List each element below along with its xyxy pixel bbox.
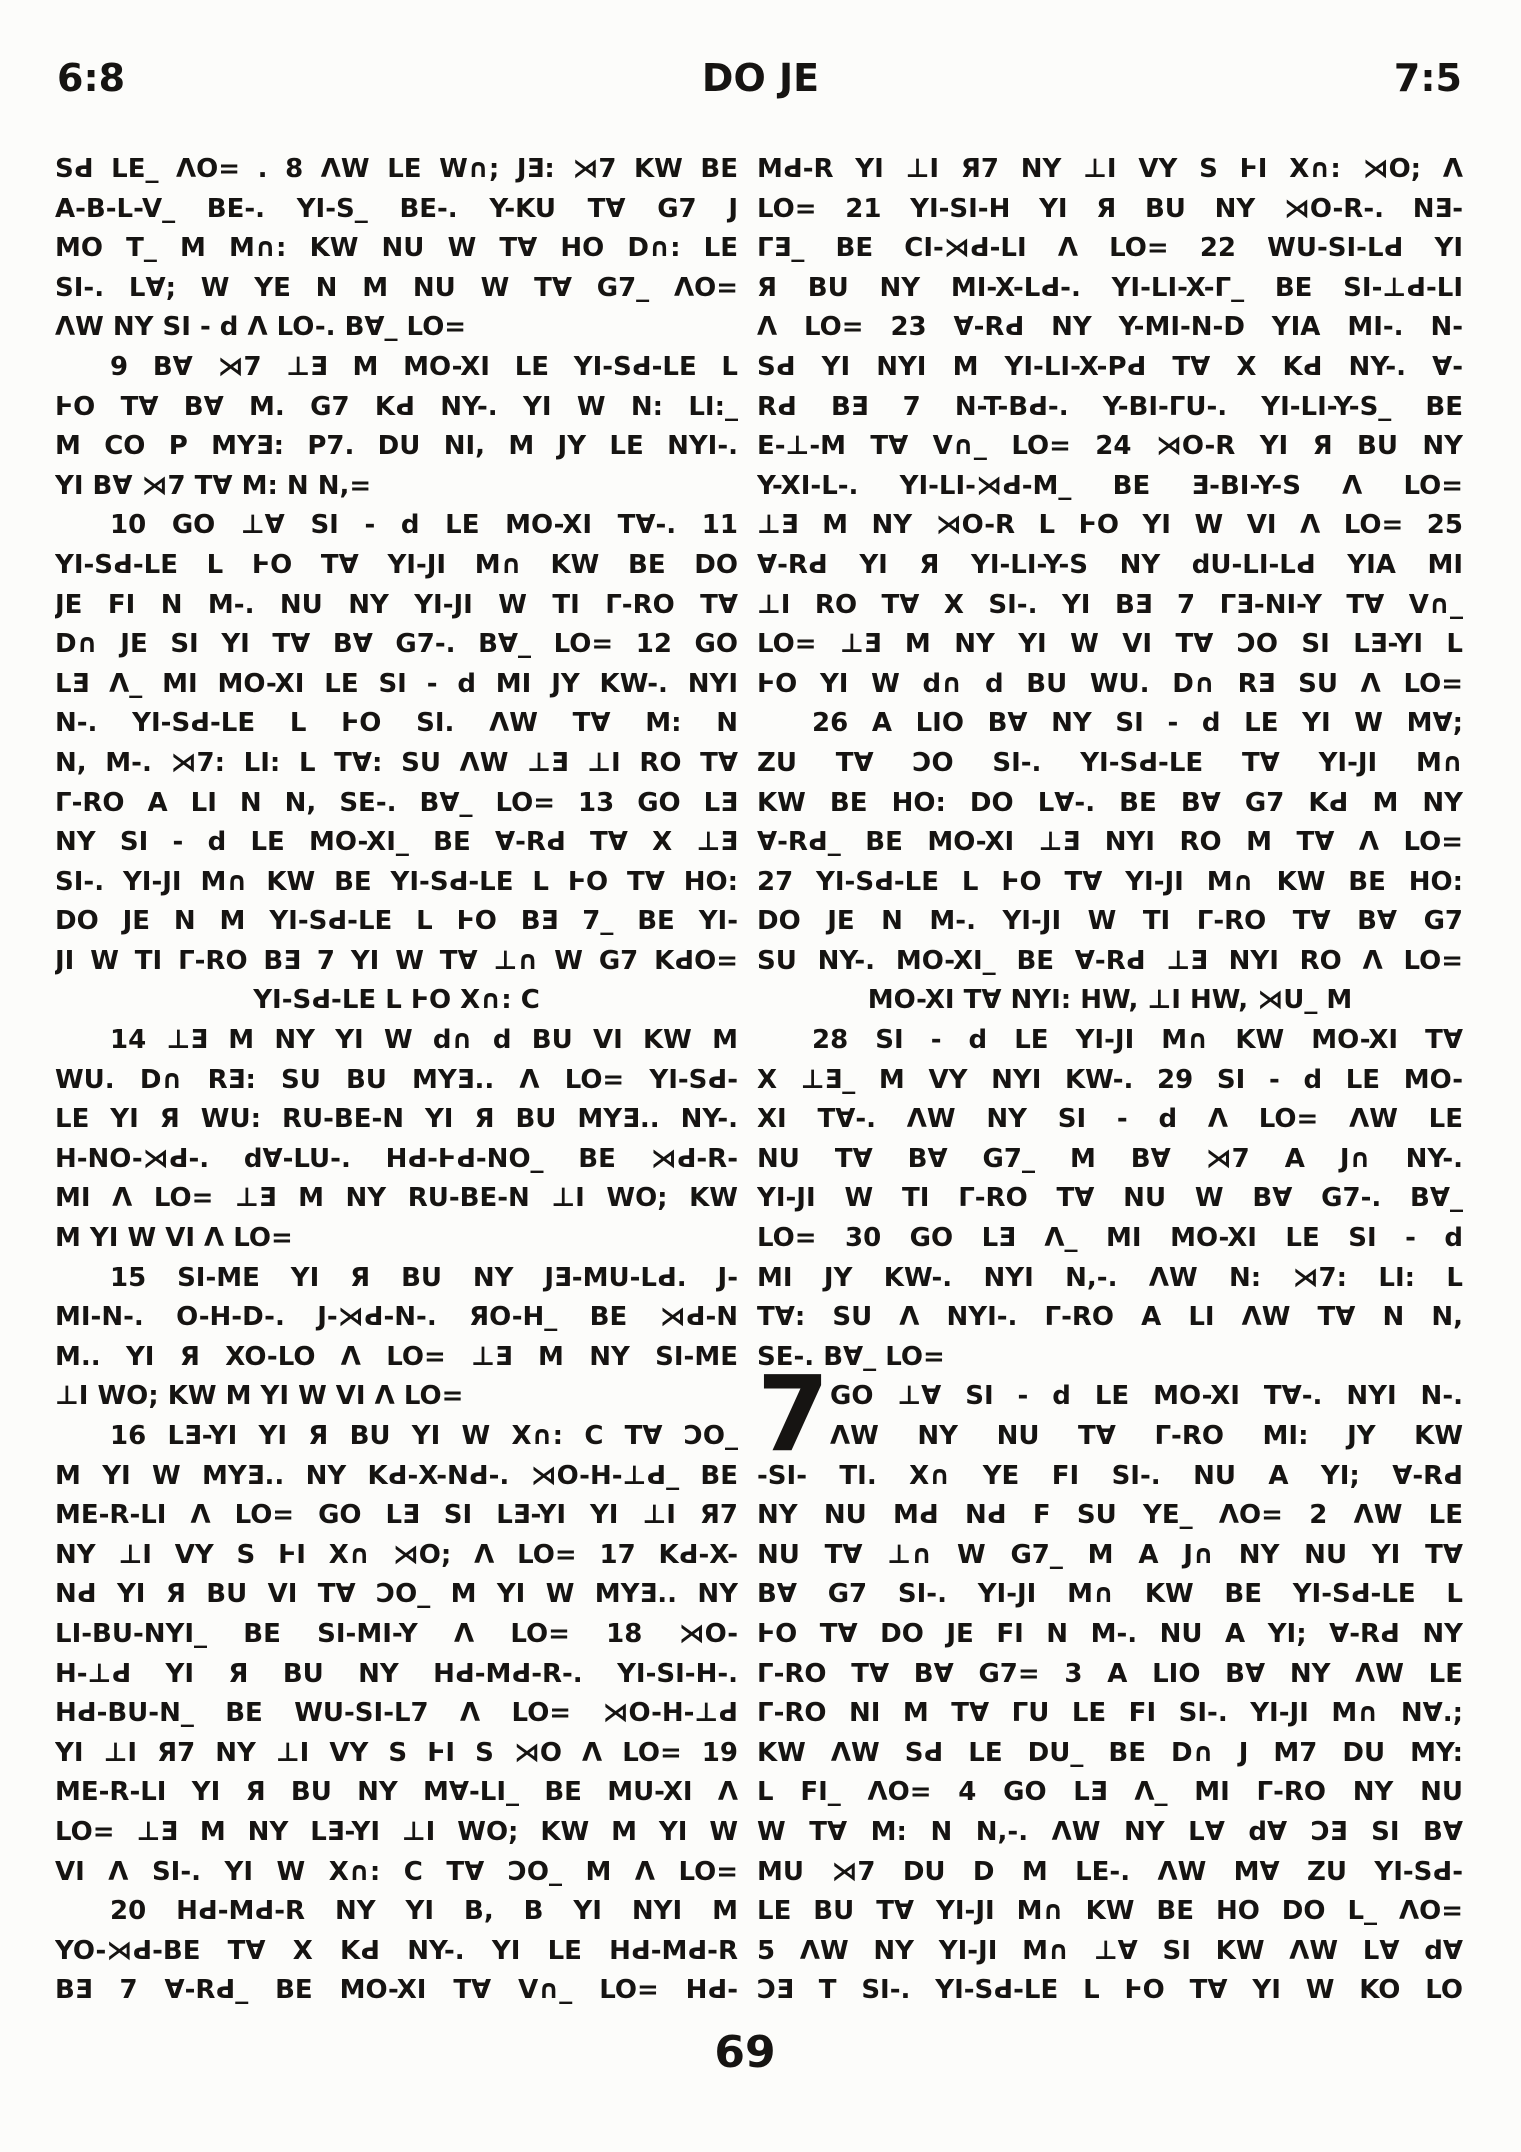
text-line: H-NO-⋊Ԁ-. d∀-LU-. HԀ-ⱵԀ-NO_ BE ⋊Ԁ-R- [55,1143,738,1174]
text-line: LI-BU-NYI_ BE SI-MI-Y Λ LO= 18 ⋊O- [55,1618,738,1649]
text-line: LO= ⊥Ǝ M NY LƎ-YI ⊥I WO; KW M YI W [55,1816,738,1847]
text-line: D∩ JE SI YI T∀ B∀ G7-. B∀_ LO= 12 GO [55,629,738,660]
text-line: XI T∀-. ΛW NY SI - d Λ LO= ΛW LE [757,1104,1463,1135]
text-line: SU NY-. MO-XI_ BE ∀-RԀ ⊥Ǝ NYI RO Λ LO= [757,945,1463,976]
text-line: MU ⋊7 DU D M LE-. ΛW M∀ ZU YI-SԀ- [757,1856,1463,1887]
text-line: HԀ-BU-N_ BE WU-SI-L7 Λ LO= ⋊O-H-⊥Ԁ [55,1698,738,1729]
text-line: Λ LO= 23 ∀-RԀ NY Y-MI-N-D YIA MI-. N- [757,312,1463,343]
text-line: Я BU NY MI-X-LԀ-. YI-LI-X-Γ_ BE SI-⊥Ԁ-LI [757,272,1463,303]
text-line: 20 HԀ-MԀ-R NY YI B, B YI NYI M [110,1896,738,1927]
left-column [55,150,738,2011]
text-line: H-⊥Ԁ YI Я BU NY HԀ-MԀ-R-. YI-SI-H-. [55,1658,738,1689]
text-line: NY SI - d LE MO-XI_ BE ∀-RԀ T∀ X ⊥Ǝ [55,827,738,858]
text-line: ⱵO T∀ B∀ M. G7 KԀ NY-. YI W N: LI:_ [55,391,738,422]
text-line: KW ΛW SԀ LE DU_ BE D∩ J M7 DU MY: [757,1737,1463,1768]
text-line: JI W TI Γ-RO BƎ 7 YI W T∀ ⊥∩ W G7 KԀO= [55,945,738,976]
text-line: W T∀ M: N N,-. ΛW NY L∀ d∀ ƆƎ SI B∀ [757,1816,1463,1847]
text-line: LE YI Я WU: RU-BE-N YI Я BU MYƎ.. NY-. [55,1104,738,1135]
text-line: SI-. L∀; W YE N M NU W T∀ G7_ ΛO= [55,272,738,303]
text-line: NY ⊥I VY S ⱵI X∩ ⋊O; Λ LO= 17 KԀ-X- [55,1539,738,1570]
text-line: ΛW NY SI - d Λ LO-. B∀_ LO= [55,312,467,343]
text-line: Y-XI-L-. YI-LI-⋊Ԁ-M_ BE Ǝ-BI-Y-S Λ LO= [757,470,1463,501]
text-line: ⊥I WO; KW M YI W VI Λ LO= [55,1381,464,1412]
text-line: SԀ YI NYI M YI-LI-X-PԀ T∀ X KԀ NY-. ∀- [757,351,1463,382]
text-line: DO JE N M-. YI-JI W TI Γ-RO T∀ B∀ G7 [757,906,1463,937]
text-line: WU. D∩ RƎ: SU BU MYƎ.. Λ LO= YI-SԀ- [55,1064,738,1095]
text-line: B∀ G7 SI-. YI-JI M∩ KW BE YI-SԀ-LE L [757,1579,1463,1610]
text-line: X ⊥Ǝ_ M VY NYI KW-. 29 SI - d LE MO- [757,1064,1463,1095]
text-line: MԀ-R YI ⊥I Я7 NY ⊥I VY S ⱵI X∩: ⋊O; Λ [757,154,1463,184]
text-line: ⱵO T∀ DO JE FI N M-. NU A YI; ∀-RԀ NY [757,1618,1463,1649]
text-line: YI ⊥I Я7 NY ⊥I VY S ⱵI S ⋊O Λ LO= 19 [55,1737,738,1768]
text-line: MI-N-. O-H-D-. J-⋊Ԁ-N-. ЯO-H_ BE ⋊Ԁ-N [55,1302,738,1333]
text-line: 15 SI-ME YI Я BU NY JƎ-MU-LԀ. J- [110,1262,738,1293]
text-line: LƎ Λ_ MI MO-XI LE SI - d MI JY KW-. NYI [55,668,738,699]
text-line: 5 ΛW NY YI-JI M∩ ⊥∀ SI KW ΛW L∀ d∀ [757,1935,1463,1966]
text-line: NU T∀ ⊥∩ W G7_ M A J∩ NY NU YI T∀ [757,1539,1463,1570]
text-line: 26 A LIO B∀ NY SI - d LE YI W M∀; [812,708,1463,739]
text-line: ⊥I RO T∀ X SI-. YI BƎ 7 ΓƎ-NI-Y T∀ V∩_ [757,589,1463,620]
text-line: M YI W VI Λ LO= [55,1223,293,1254]
section-heading: YI-SԀ-LE L ⱵO X∩: C [253,985,540,1016]
verse-ref-right: 7:5 [1393,56,1462,100]
text-line: Γ-RO NI M T∀ ΓU LE FI SI-. YI-JI M∩ N∀.; [757,1698,1463,1729]
text-line: Γ-RO T∀ B∀ G7= 3 A LIO B∀ NY ΛW LE [757,1658,1463,1689]
text-line: -SI- TI. X∩ YE FI SI-. NU A YI; ∀-RԀ [757,1460,1463,1491]
page-number: 69 [714,2027,776,2078]
text-line: LO= 21 YI-SI-H YI Я BU NY ⋊O-R-. NƎ- [757,193,1463,224]
text-line: LO= ⊥Ǝ M NY YI W VI T∀ ƆO SI LƎ-YI L [757,629,1463,660]
text-line: YI B∀ ⋊7 T∀ M: N N,= [55,470,372,501]
text-line: VI Λ SI-. YI W X∩: C T∀ ƆO_ M Λ LO= [55,1856,738,1887]
text-line: A-B-L-V_ BE-. YI-S_ BE-. Y-KU T∀ G7 J [55,193,738,224]
text-line: 10 GO ⊥∀ SI - d LE MO-XI T∀-. 11 [110,510,738,541]
text-line: ΛW NY NU T∀ Γ-RO MI: JY KW [830,1421,1463,1451]
book-title: DO JE [701,56,820,100]
text-line: KW BE HO: DO L∀-. BE B∀ G7 KԀ M NY [757,787,1463,818]
text-line: SI-. YI-JI M∩ KW BE YI-SԀ-LE L ⱵO T∀ HO: [55,866,738,897]
text-line: M YI W MYƎ.. NY KԀ-X-NԀ-. ⋊O-H-⊥Ԁ_ BE [55,1460,738,1491]
text-line: M.. YI Я XO-LO Λ LO= ⊥Ǝ M NY SI-ME [55,1341,738,1372]
chapter-number-dropcap: 7 [757,1353,830,1475]
verse-ref-left: 6:8 [57,56,126,100]
text-line: LO= 30 GO LƎ Λ_ MI MO-XI LE SI - d [757,1223,1463,1254]
text-line: YO-⋊Ԁ-BE T∀ X KԀ NY-. YI LE HԀ-MԀ-R [55,1935,738,1966]
text-line: MO T_ M M∩: KW NU W T∀ HO D∩: LE [55,233,738,264]
text-line: 9 B∀ ⋊7 ⊥Ǝ M MO-XI LE YI-SԀ-LE L [110,351,738,382]
text-line: NԀ YI Я BU VI T∀ ƆO_ M YI W MYƎ.. NY [55,1579,738,1610]
text-line: NU T∀ B∀ G7_ M B∀ ⋊7 A J∩ NY-. [757,1143,1463,1174]
text-line: Γ-RO A LI N N, SE-. B∀_ LO= 13 GO LƎ [55,787,738,818]
text-line: L FI_ ΛO= 4 GO LƎ Λ_ MI Γ-RO NY NU [757,1777,1463,1808]
text-line: ∀-RԀ YI Я YI-LI-Y-S NY dU-LI-LԀ YIA MI [757,549,1463,580]
text-line: ƆƎ T SI-. YI-SԀ-LE L ⱵO T∀ YI W KO LO [757,1975,1463,2006]
text-line: GO ⊥∀ SI - d LE MO-XI T∀-. NYI N-. [830,1381,1463,1412]
text-line: SԀ LE_ ΛO= . 8 ΛW LE W∩; JƎ: ⋊7 KW BE [55,154,738,184]
text-line: LE BU T∀ YI-JI M∩ KW BE HO DO L_ ΛO= [757,1896,1463,1927]
text-line: ZU T∀ ƆO SI-. YI-SԀ-LE T∀ YI-JI M∩ [757,747,1463,778]
text-line: SE-. B∀_ LO= [757,1341,945,1372]
text-line: DO JE N M YI-SԀ-LE L ⱵO BƎ 7_ BE YI- [55,906,738,937]
text-line: ME-R-LI YI Я BU NY M∀-LI_ BE MU-XI Λ [55,1777,738,1808]
text-line: 16 LƎ-YI YI Я BU YI W X∩: C T∀ ƆO_ [110,1421,738,1451]
text-line: 27 YI-SԀ-LE L ⱵO T∀ YI-JI M∩ KW BE HO: [757,866,1463,897]
section-heading: MO-XI T∀ NYI: HW, ⊥I HW, ⋊U_ M [867,985,1353,1016]
text-line: E-⊥-M T∀ V∩_ LO= 24 ⋊O-R YI Я BU NY [757,431,1463,462]
text-line: MI Λ LO= ⊥Ǝ M NY RU-BE-N ⊥I WO; KW [55,1183,738,1214]
right-column [757,150,1463,2011]
text-line: M CO P MYƎ: P7. DU NI, M JY LE NYI-. [55,431,738,462]
text-line: ΓƎ_ BE CI-⋊Ԁ-LI Λ LO= 22 WU-SI-LԀ YI [757,233,1463,264]
text-line: RԀ BƎ 7 N-T-BԀ-. Y-BI-ΓU-. YI-LI-Y-S_ BE [757,391,1463,422]
text-line: ∀-RԀ_ BE MO-XI ⊥Ǝ NYI RO M T∀ Λ LO= [757,827,1463,858]
text-line: YI-JI W TI Γ-RO T∀ NU W B∀ G7-. B∀_ [757,1183,1463,1214]
text-line: MI JY KW-. NYI N,-. ΛW N: ⋊7: LI: L [757,1262,1463,1293]
text-line: N-. YI-SԀ-LE L ⱵO SI. ΛW T∀ M: N [55,708,738,739]
text-line: YI-SԀ-LE L ⱵO T∀ YI-JI M∩ KW BE DO [55,549,738,580]
text-line: 28 SI - d LE YI-JI M∩ KW MO-XI T∀ [812,1025,1463,1056]
text-line: 14 ⊥Ǝ M NY YI W d∩ d BU VI KW M [110,1025,738,1056]
text-line: N, M-. ⋊7: LI: L T∀: SU ΛW ⊥Ǝ ⊥I RO T∀ [55,747,738,778]
text-line: ⊥Ǝ M NY ⋊O-R L ⱵO YI W VI Λ LO= 25 [757,510,1463,541]
text-line: ME-R-LI Λ LO= GO LƎ SI LƎ-YI YI ⊥I Я7 [55,1500,738,1531]
text-line: BƎ 7 ∀-RԀ_ BE MO-XI T∀ V∩_ LO= HԀ- [55,1975,738,2006]
text-line: JE FI N M-. NU NY YI-JI W TI Γ-RO T∀ [55,589,738,620]
text-line: ⱵO YI W d∩ d BU WU. D∩ RƎ SU Λ LO= [757,668,1463,699]
text-line: T∀: SU Λ NYI-. Γ-RO A LI ΛW T∀ N N, [757,1302,1463,1333]
text-line: NY NU MԀ NԀ F SU YE_ ΛO= 2 ΛW LE [757,1500,1463,1531]
